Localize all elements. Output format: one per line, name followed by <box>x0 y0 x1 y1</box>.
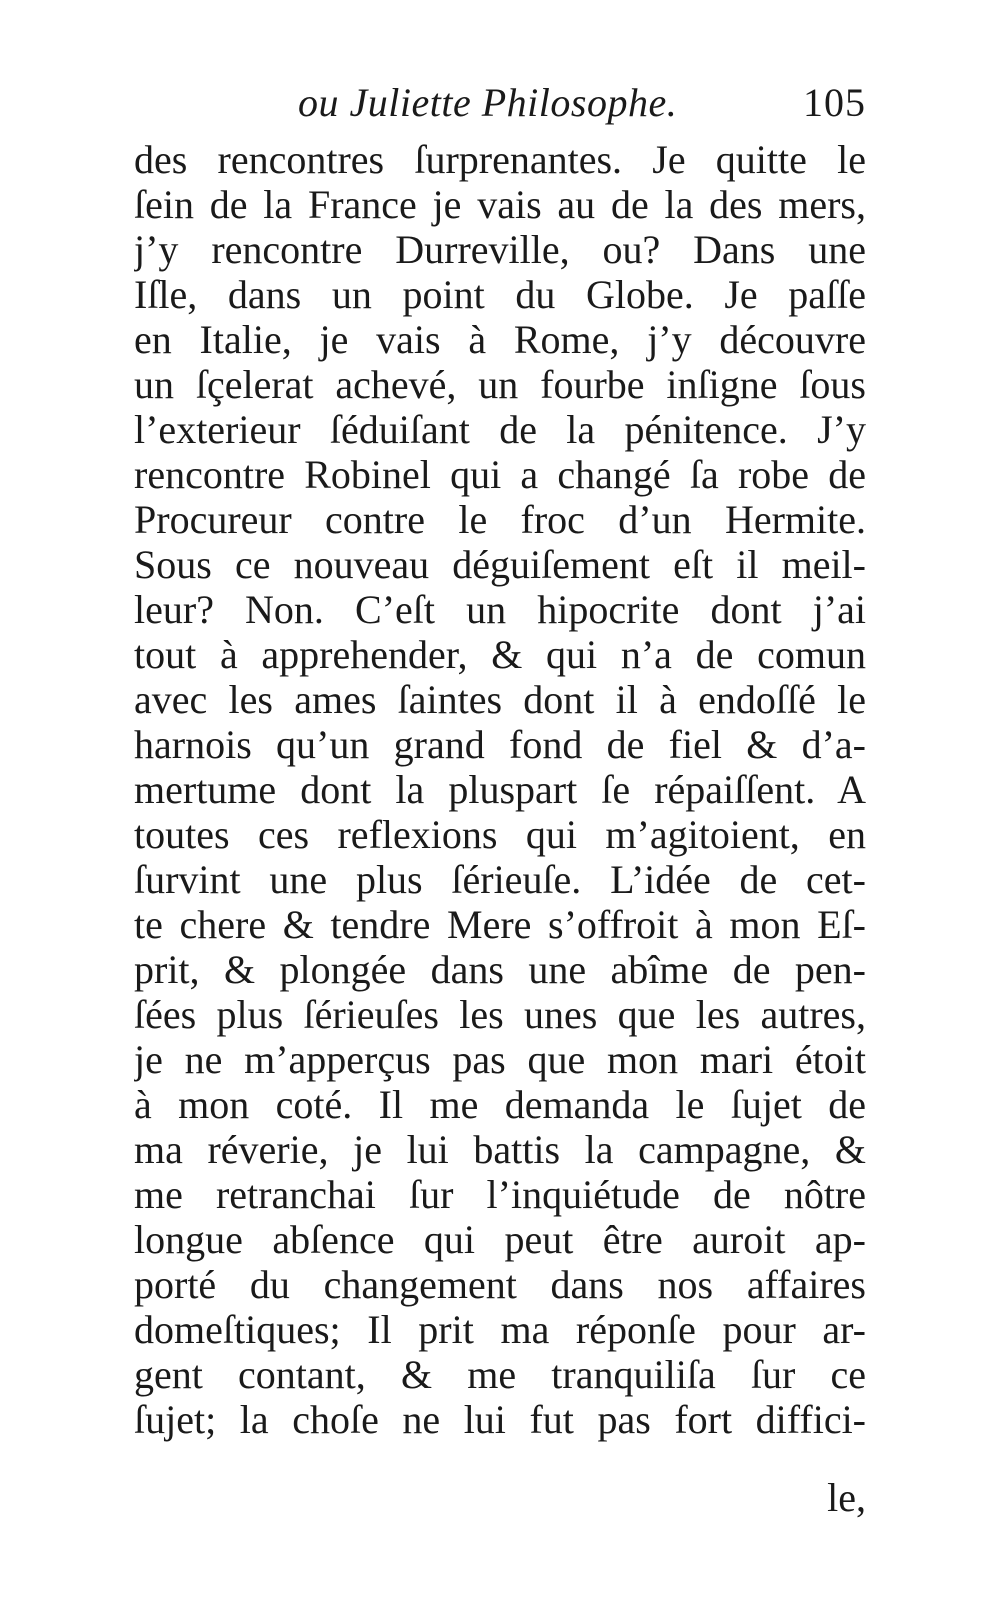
text-line: à mon coté. Il me demanda le ſujet de <box>134 1082 866 1127</box>
text-line: Procureur contre le froc d’un Hermite. <box>134 497 866 542</box>
text-line: te chere & tendre Mere s’offroit à mon Eſ- <box>134 902 866 947</box>
text-line: rencontre Robinel qui a changé ſa robe de <box>134 452 866 497</box>
text-line: Iſle, dans un point du Globe. Je paſſe <box>134 272 866 317</box>
text-line: porté du changement dans nos affaires <box>134 1262 866 1307</box>
text-line: l’exterieur ſéduiſant de la pénitence. J’y <box>134 407 866 452</box>
text-line: ſein de la France je vais au de la des mers, <box>134 182 866 227</box>
text-line: me retranchai ſur l’inquiétude de nôtre <box>134 1172 866 1217</box>
page-number: 105 <box>803 80 866 125</box>
text-line: je ne m’apperçus pas que mon mari étoit <box>134 1037 866 1082</box>
text-line: ſées plus ſérieuſes les unes que les autres, <box>134 992 866 1037</box>
text-line: j’y rencontre Durreville, ou? Dans une <box>134 227 866 272</box>
text-line: gent contant, & me tranquiliſa ſur ce <box>134 1352 866 1397</box>
text-line: longue abſence qui peut être auroit ap- <box>134 1217 866 1262</box>
text-line: avec les ames ſaintes dont il à endoſſé le <box>134 677 866 722</box>
running-head <box>136 78 866 128</box>
text-line: tout à apprehender, & qui n’a de comun <box>134 632 866 677</box>
text-line: ſujet; la choſe ne lui fut pas fort diffici- <box>134 1397 866 1442</box>
running-title: ou Juliette Philosophe. <box>298 80 678 125</box>
text-line: des rencontres ſurprenantes. Je quitte le <box>134 137 866 182</box>
text-line: domeſtiques; Il prit ma réponſe pour ar- <box>134 1307 866 1352</box>
text-line: leur? Non. C’eſt un hipocrite dont j’ai <box>134 587 866 632</box>
text-line: ma réverie, je lui battis la campagne, & <box>134 1127 866 1172</box>
text-line: ſurvint une plus ſérieuſe. L’idée de cet- <box>134 857 866 902</box>
text-line: harnois qu’un grand fond de fiel & d’a- <box>134 722 866 767</box>
text-line: mertume dont la pluspart ſe répaiſſent. A <box>134 767 866 812</box>
text-line: en Italie, je vais à Rome, j’y découvre <box>134 317 866 362</box>
text-line: toutes ces reflexions qui m’agitoient, en <box>134 812 866 857</box>
body-text <box>134 137 866 1442</box>
text-line: un ſçelerat achevé, un fourbe inſigne ſous <box>134 362 866 407</box>
text-line: Sous ce nouveau déguiſement eſt il meil- <box>134 542 866 587</box>
catchword: le, <box>827 1475 866 1520</box>
text-line: prit, & plongée dans une abîme de pen- <box>134 947 866 992</box>
